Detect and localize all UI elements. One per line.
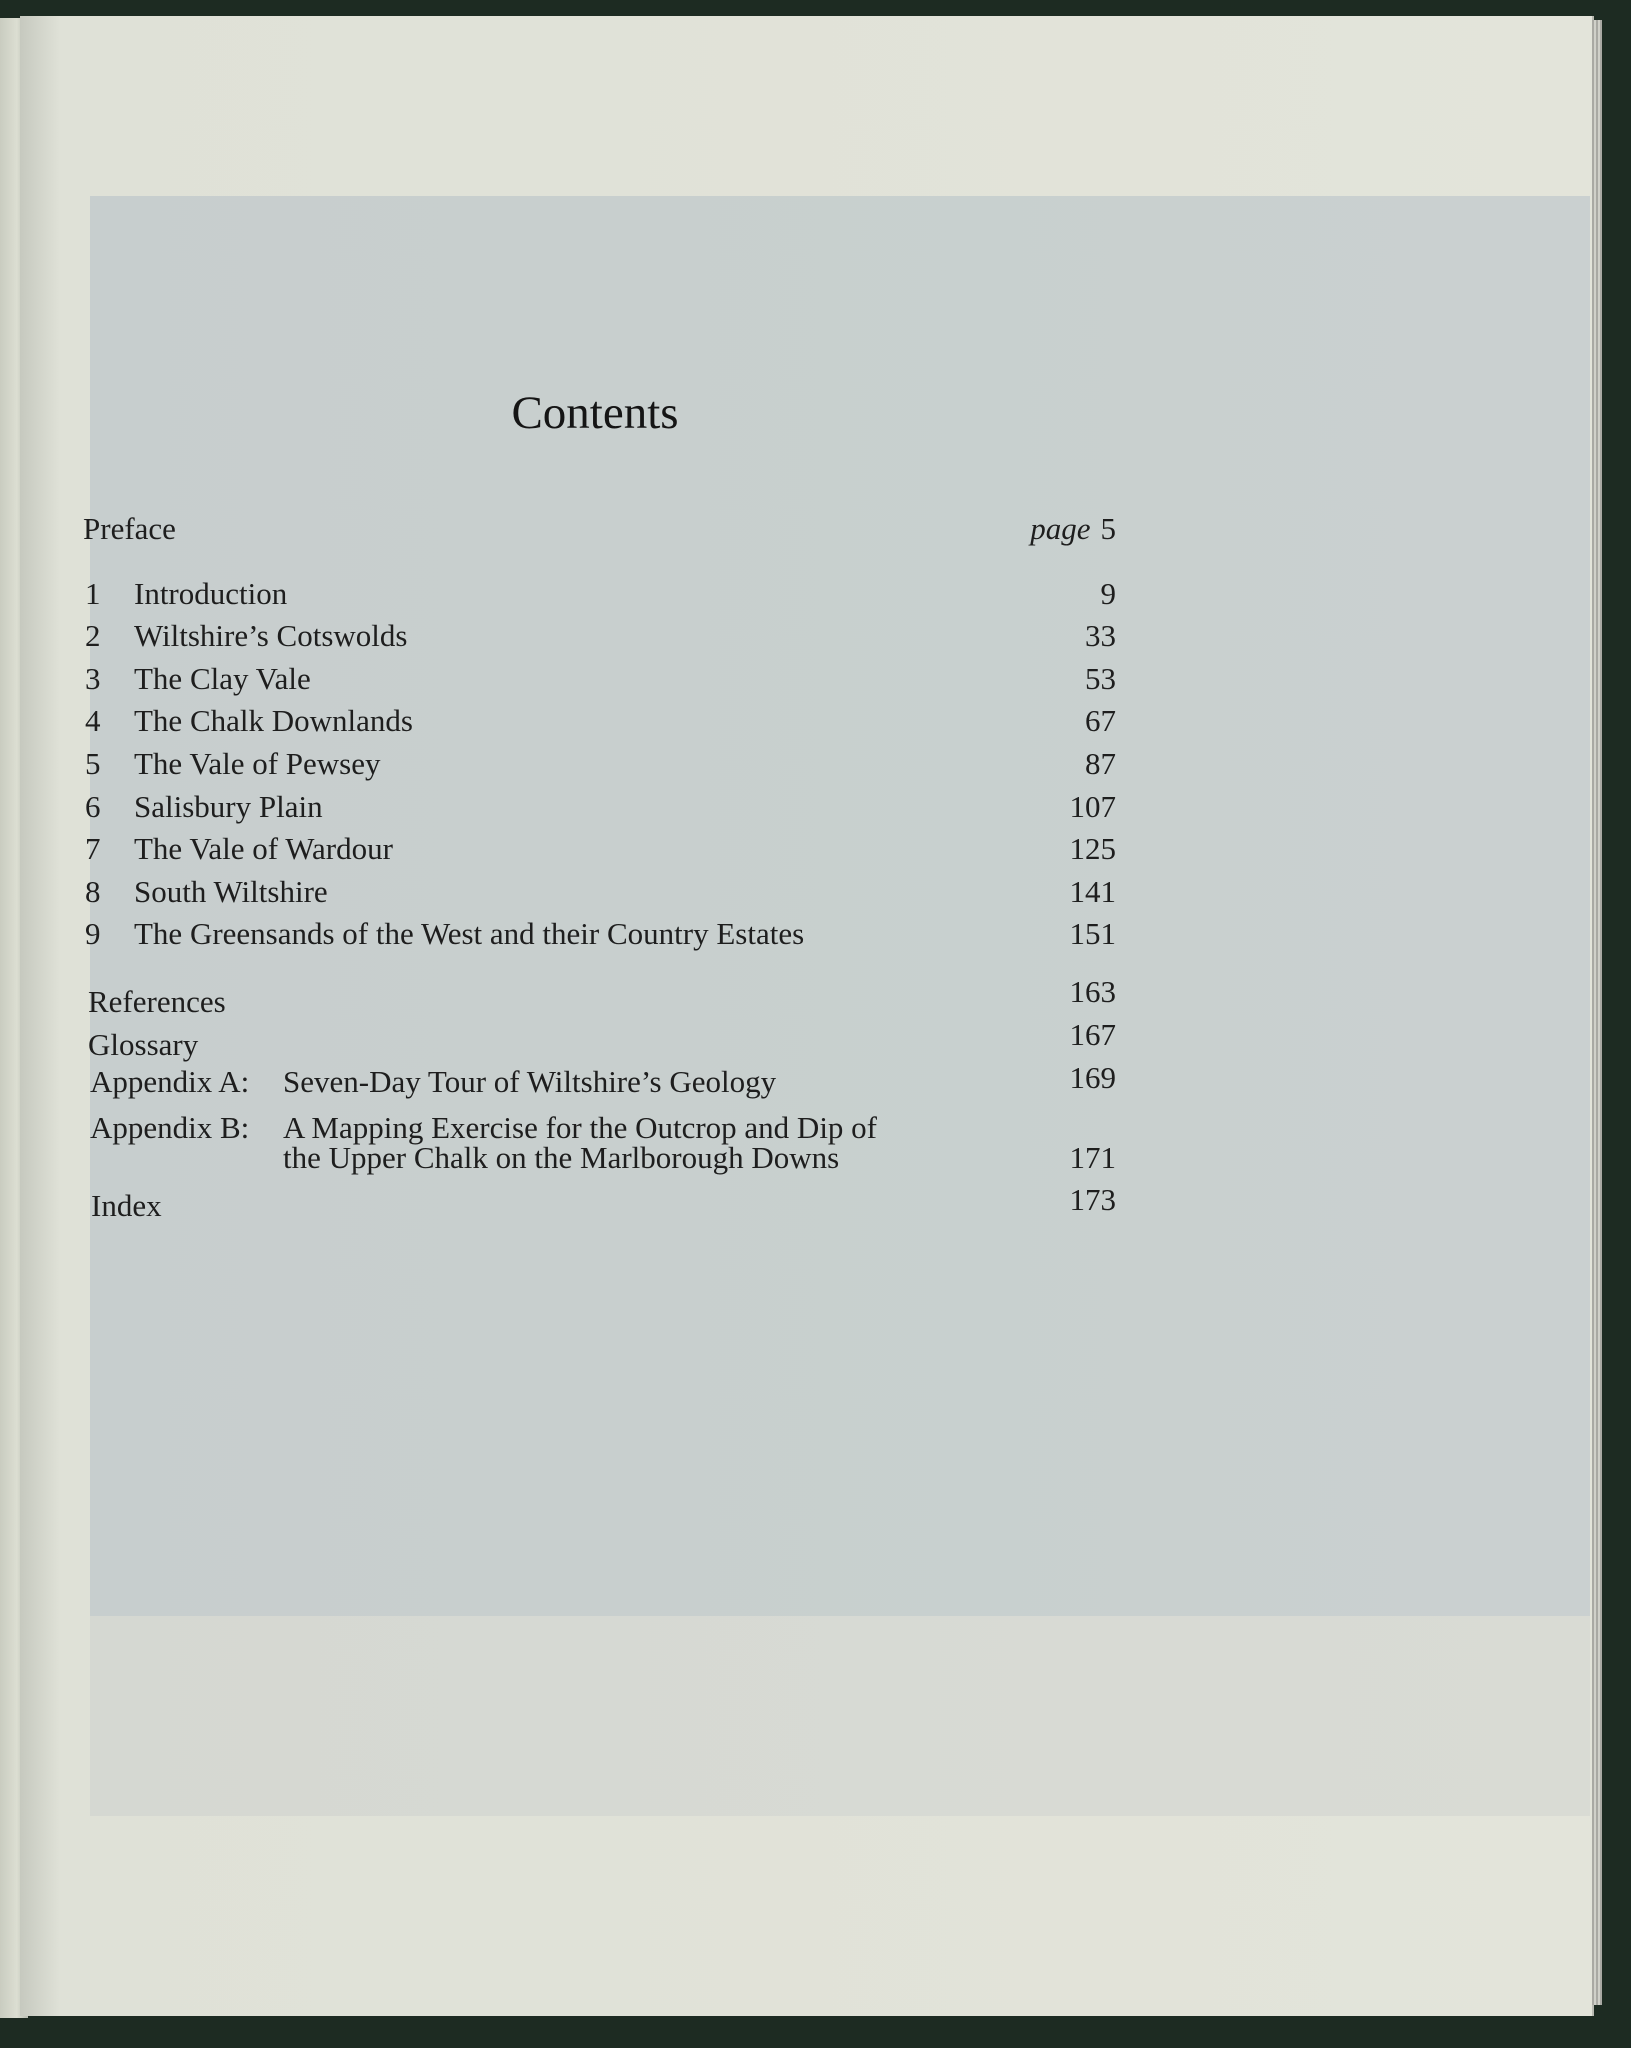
appendix-title: Seven-Day Tour of Wiltshire’s Geology bbox=[283, 1064, 777, 1099]
chapter-title: The Vale of Wardour bbox=[134, 831, 393, 866]
toc-row-references bbox=[0, 974, 1631, 1024]
toc-page bbox=[1030, 511, 1116, 547]
toc-page-number: 67 bbox=[1085, 703, 1116, 738]
appendix-title-line-1: A Mapping Exercise for the Outcrop and Dip of bbox=[283, 1110, 878, 1145]
toc-row-chapter bbox=[0, 746, 1631, 786]
toc-page-number: 9 bbox=[1100, 576, 1116, 611]
toc-page-number: 33 bbox=[1085, 618, 1116, 653]
toc-row-index bbox=[0, 1182, 1631, 1228]
toc-row-chapter bbox=[0, 831, 1631, 871]
toc-row-chapter bbox=[0, 618, 1631, 658]
toc-label: Glossary bbox=[88, 1027, 199, 1062]
toc-label: Preface bbox=[83, 511, 176, 546]
chapter-title: Introduction bbox=[134, 576, 288, 611]
page-prefix: page bbox=[1030, 511, 1091, 546]
toc-page-number: 125 bbox=[1069, 831, 1116, 866]
chapter-number: 8 bbox=[85, 874, 101, 909]
toc-row-preface bbox=[0, 511, 1631, 551]
chapter-title: Salisbury Plain bbox=[134, 789, 323, 824]
toc-row-chapter bbox=[0, 789, 1631, 829]
toc-row-glossary bbox=[0, 1017, 1631, 1067]
toc-page-number: 151 bbox=[1069, 916, 1116, 951]
toc-page-number: 5 bbox=[1100, 511, 1116, 546]
toc-row-chapter bbox=[0, 661, 1631, 701]
toc-row-appendix-a bbox=[0, 1060, 1631, 1104]
toc-label: References bbox=[88, 984, 226, 1019]
chapter-title: South Wiltshire bbox=[134, 874, 328, 909]
chapter-number: 2 bbox=[85, 618, 101, 653]
toc-page-number: 107 bbox=[1069, 789, 1116, 824]
chapter-title: The Greensands of the West and their Country Estates bbox=[134, 916, 805, 951]
toc-page-number: 171 bbox=[1069, 1140, 1116, 1175]
chapter-number: 3 bbox=[85, 661, 101, 696]
chapter-number: 7 bbox=[85, 831, 101, 866]
toc-row-chapter bbox=[0, 576, 1631, 616]
toc-page-number: 53 bbox=[1085, 661, 1116, 696]
chapter-number: 4 bbox=[85, 703, 101, 738]
toc-row-appendix-b bbox=[0, 1110, 1631, 1175]
toc-page-number: 167 bbox=[1069, 1017, 1116, 1052]
toc-page-number: 173 bbox=[1069, 1182, 1116, 1217]
toc-label: Index bbox=[91, 1188, 162, 1223]
appendix-title-line-2: the Upper Chalk on the Marlborough Downs bbox=[283, 1140, 840, 1175]
toc-row-chapter bbox=[0, 874, 1631, 914]
chapter-number: 1 bbox=[85, 576, 101, 611]
chapter-title: Wiltshire’s Cotswolds bbox=[134, 618, 408, 653]
appendix-prefix: Appendix A: bbox=[90, 1064, 250, 1099]
toc-page-number: 163 bbox=[1069, 974, 1116, 1009]
chapter-title: The Vale of Pewsey bbox=[134, 746, 381, 781]
chapter-number: 5 bbox=[85, 746, 101, 781]
toc-page-number: 141 bbox=[1069, 874, 1116, 909]
toc-row-chapter bbox=[0, 916, 1631, 956]
chapter-number: 6 bbox=[85, 789, 101, 824]
toc-page-number: 169 bbox=[1069, 1060, 1116, 1095]
toc-row-chapter bbox=[0, 703, 1631, 743]
page-title: Contents bbox=[511, 387, 679, 439]
chapter-title: The Clay Vale bbox=[134, 661, 311, 696]
appendix-prefix: Appendix B: bbox=[90, 1110, 250, 1145]
chapter-title: The Chalk Downlands bbox=[134, 703, 413, 738]
toc-page-number: 87 bbox=[1085, 746, 1116, 781]
chapter-number: 9 bbox=[85, 916, 101, 951]
